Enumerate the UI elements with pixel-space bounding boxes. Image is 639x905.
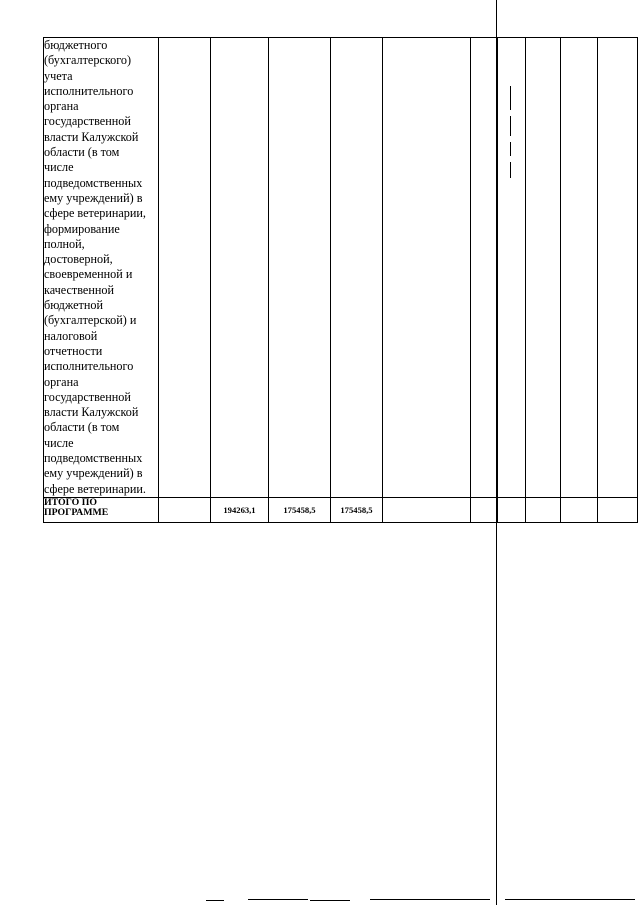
- table-cell: [383, 38, 471, 498]
- total-value-3: 175458,5: [331, 497, 383, 522]
- table-cell: [383, 497, 471, 522]
- table-cell: [471, 38, 498, 498]
- table-cell: [598, 497, 638, 522]
- dash-mark: [510, 86, 511, 110]
- total-value-1: 194263,1: [211, 497, 269, 522]
- activity-description: бюджетного (бухгалтерского) учета исполнительного органа государственной власти Калужской области (в том числе подведомственных ему учреждений) в сфере ветеринарии, формирование полной, достоверной, своевременной и качественной бюджетной (бухгалтерской) и налоговой отчетности исполнительного органа государственной власти Калужской области (в том числе подведомственных ему учреждений) в сфере ветеринарии.: [44, 38, 159, 498]
- table-cell: [159, 497, 211, 522]
- fold-line: [496, 0, 497, 905]
- table-cell: [211, 38, 269, 498]
- table-cell: [598, 38, 638, 498]
- table-cell: [159, 38, 211, 498]
- scan-artifact-line: [248, 899, 308, 900]
- scan-artifact-line: [206, 900, 224, 901]
- table-cell: [269, 38, 331, 498]
- table-cell: [561, 497, 598, 522]
- table-cell: [498, 497, 526, 522]
- table-cell: [526, 497, 561, 522]
- program-table: [43, 37, 638, 523]
- table-row: [44, 38, 638, 498]
- table-cell: [331, 38, 383, 498]
- table-cell: [526, 38, 561, 498]
- table-cell: [561, 38, 598, 498]
- table-cell: [498, 38, 526, 498]
- dash-mark: [510, 116, 511, 136]
- total-label: ИТОГО ПО ПРОГРАММЕ: [44, 497, 159, 522]
- scan-artifact-line: [505, 899, 635, 900]
- dash-mark: [510, 162, 511, 178]
- dash-mark: [510, 142, 511, 156]
- total-value-2: 175458,5: [269, 497, 331, 522]
- scan-artifact-line: [370, 899, 490, 900]
- total-row: [44, 497, 638, 522]
- table-cell: [471, 497, 498, 522]
- scan-artifact-line: [310, 900, 350, 901]
